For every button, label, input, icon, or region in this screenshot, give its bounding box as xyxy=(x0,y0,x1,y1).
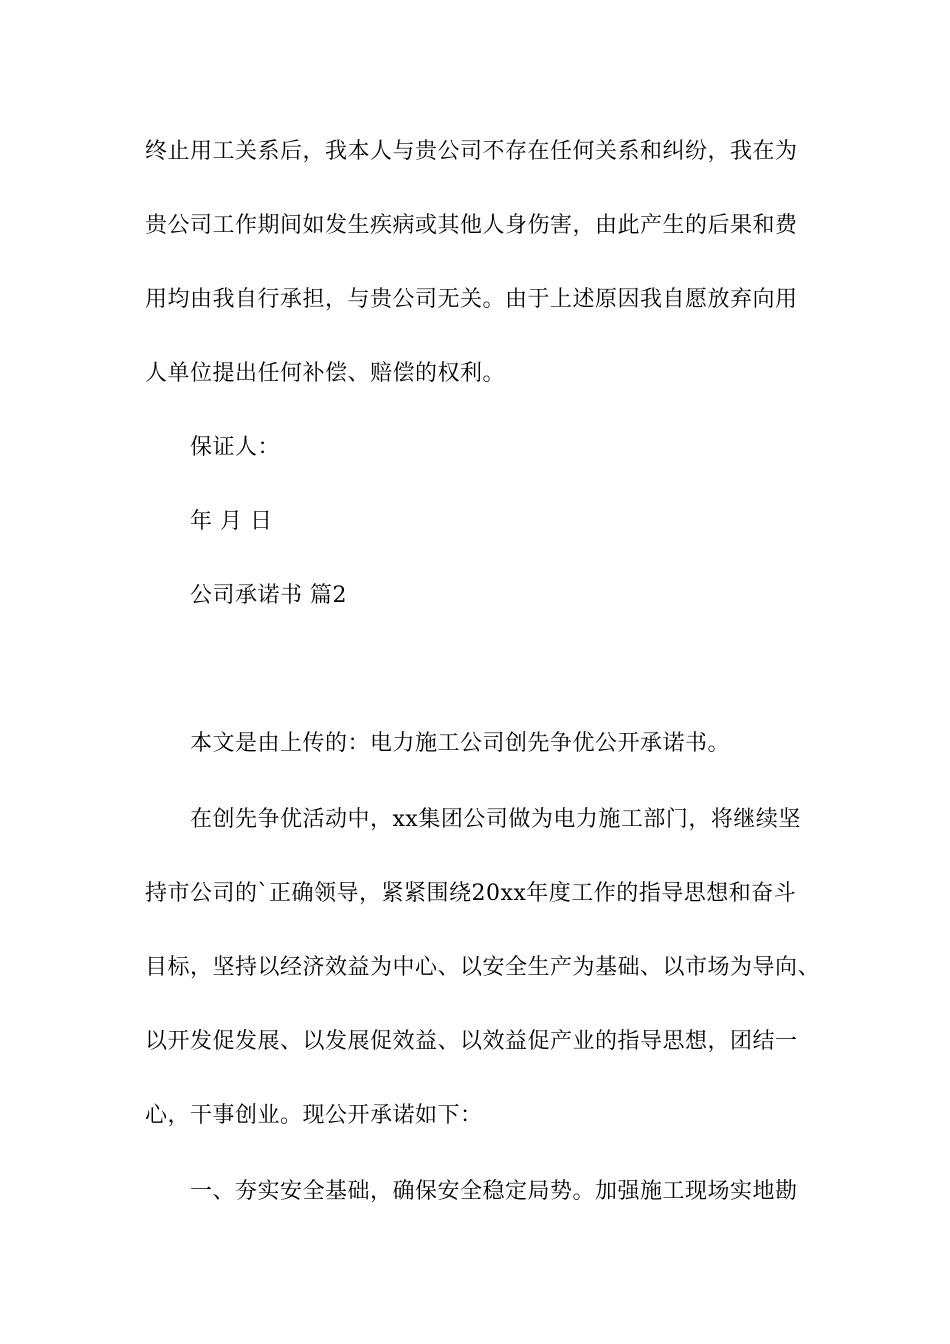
paragraph-line: 以开发促发展、以发展促效益、以效益促产业的指导思想，团结一 xyxy=(145,1029,798,1054)
paragraph-line: 人单位提出任何补偿、赔偿的权利。 xyxy=(145,361,506,386)
paragraph-line: 用均由我自行承担，与贵公司无关。由于上述原因我自愿放弃向用 xyxy=(145,287,798,312)
guarantor-label: 保证人： xyxy=(190,435,281,460)
paragraph-line: 心，干事创业。现公开承诺如下： xyxy=(145,1103,483,1128)
paragraph-line: 在创先争优活动中，xx集团公司做为电力施工部门，将继续坚 xyxy=(190,807,801,832)
paragraph-line: 本文是由上传的：电力施工公司创先争优公开承诺书。 xyxy=(190,731,731,756)
section-title: 公司承诺书 篇2 xyxy=(190,583,347,608)
paragraph-line: 持市公司的`正确领导，紧紧围绕20xx年度工作的指导思想和奋斗 xyxy=(145,881,797,906)
paragraph-line: 贵公司工作期间如发生疾病或其他人身伤害，由此产生的后果和费 xyxy=(145,213,798,238)
paragraph-line: 目标，坚持以经济效益为中心、以安全生产为基础、以市场为导向、 xyxy=(145,955,821,980)
paragraph-line: 终止用工关系后，我本人与贵公司不存在任何关系和纠纷，我在为 xyxy=(145,139,798,164)
paragraph-line: 一、夯实安全基础，确保安全稳定局势。加强施工现场实地勘 xyxy=(190,1179,798,1204)
date-line: 年 月 日 xyxy=(190,509,273,534)
